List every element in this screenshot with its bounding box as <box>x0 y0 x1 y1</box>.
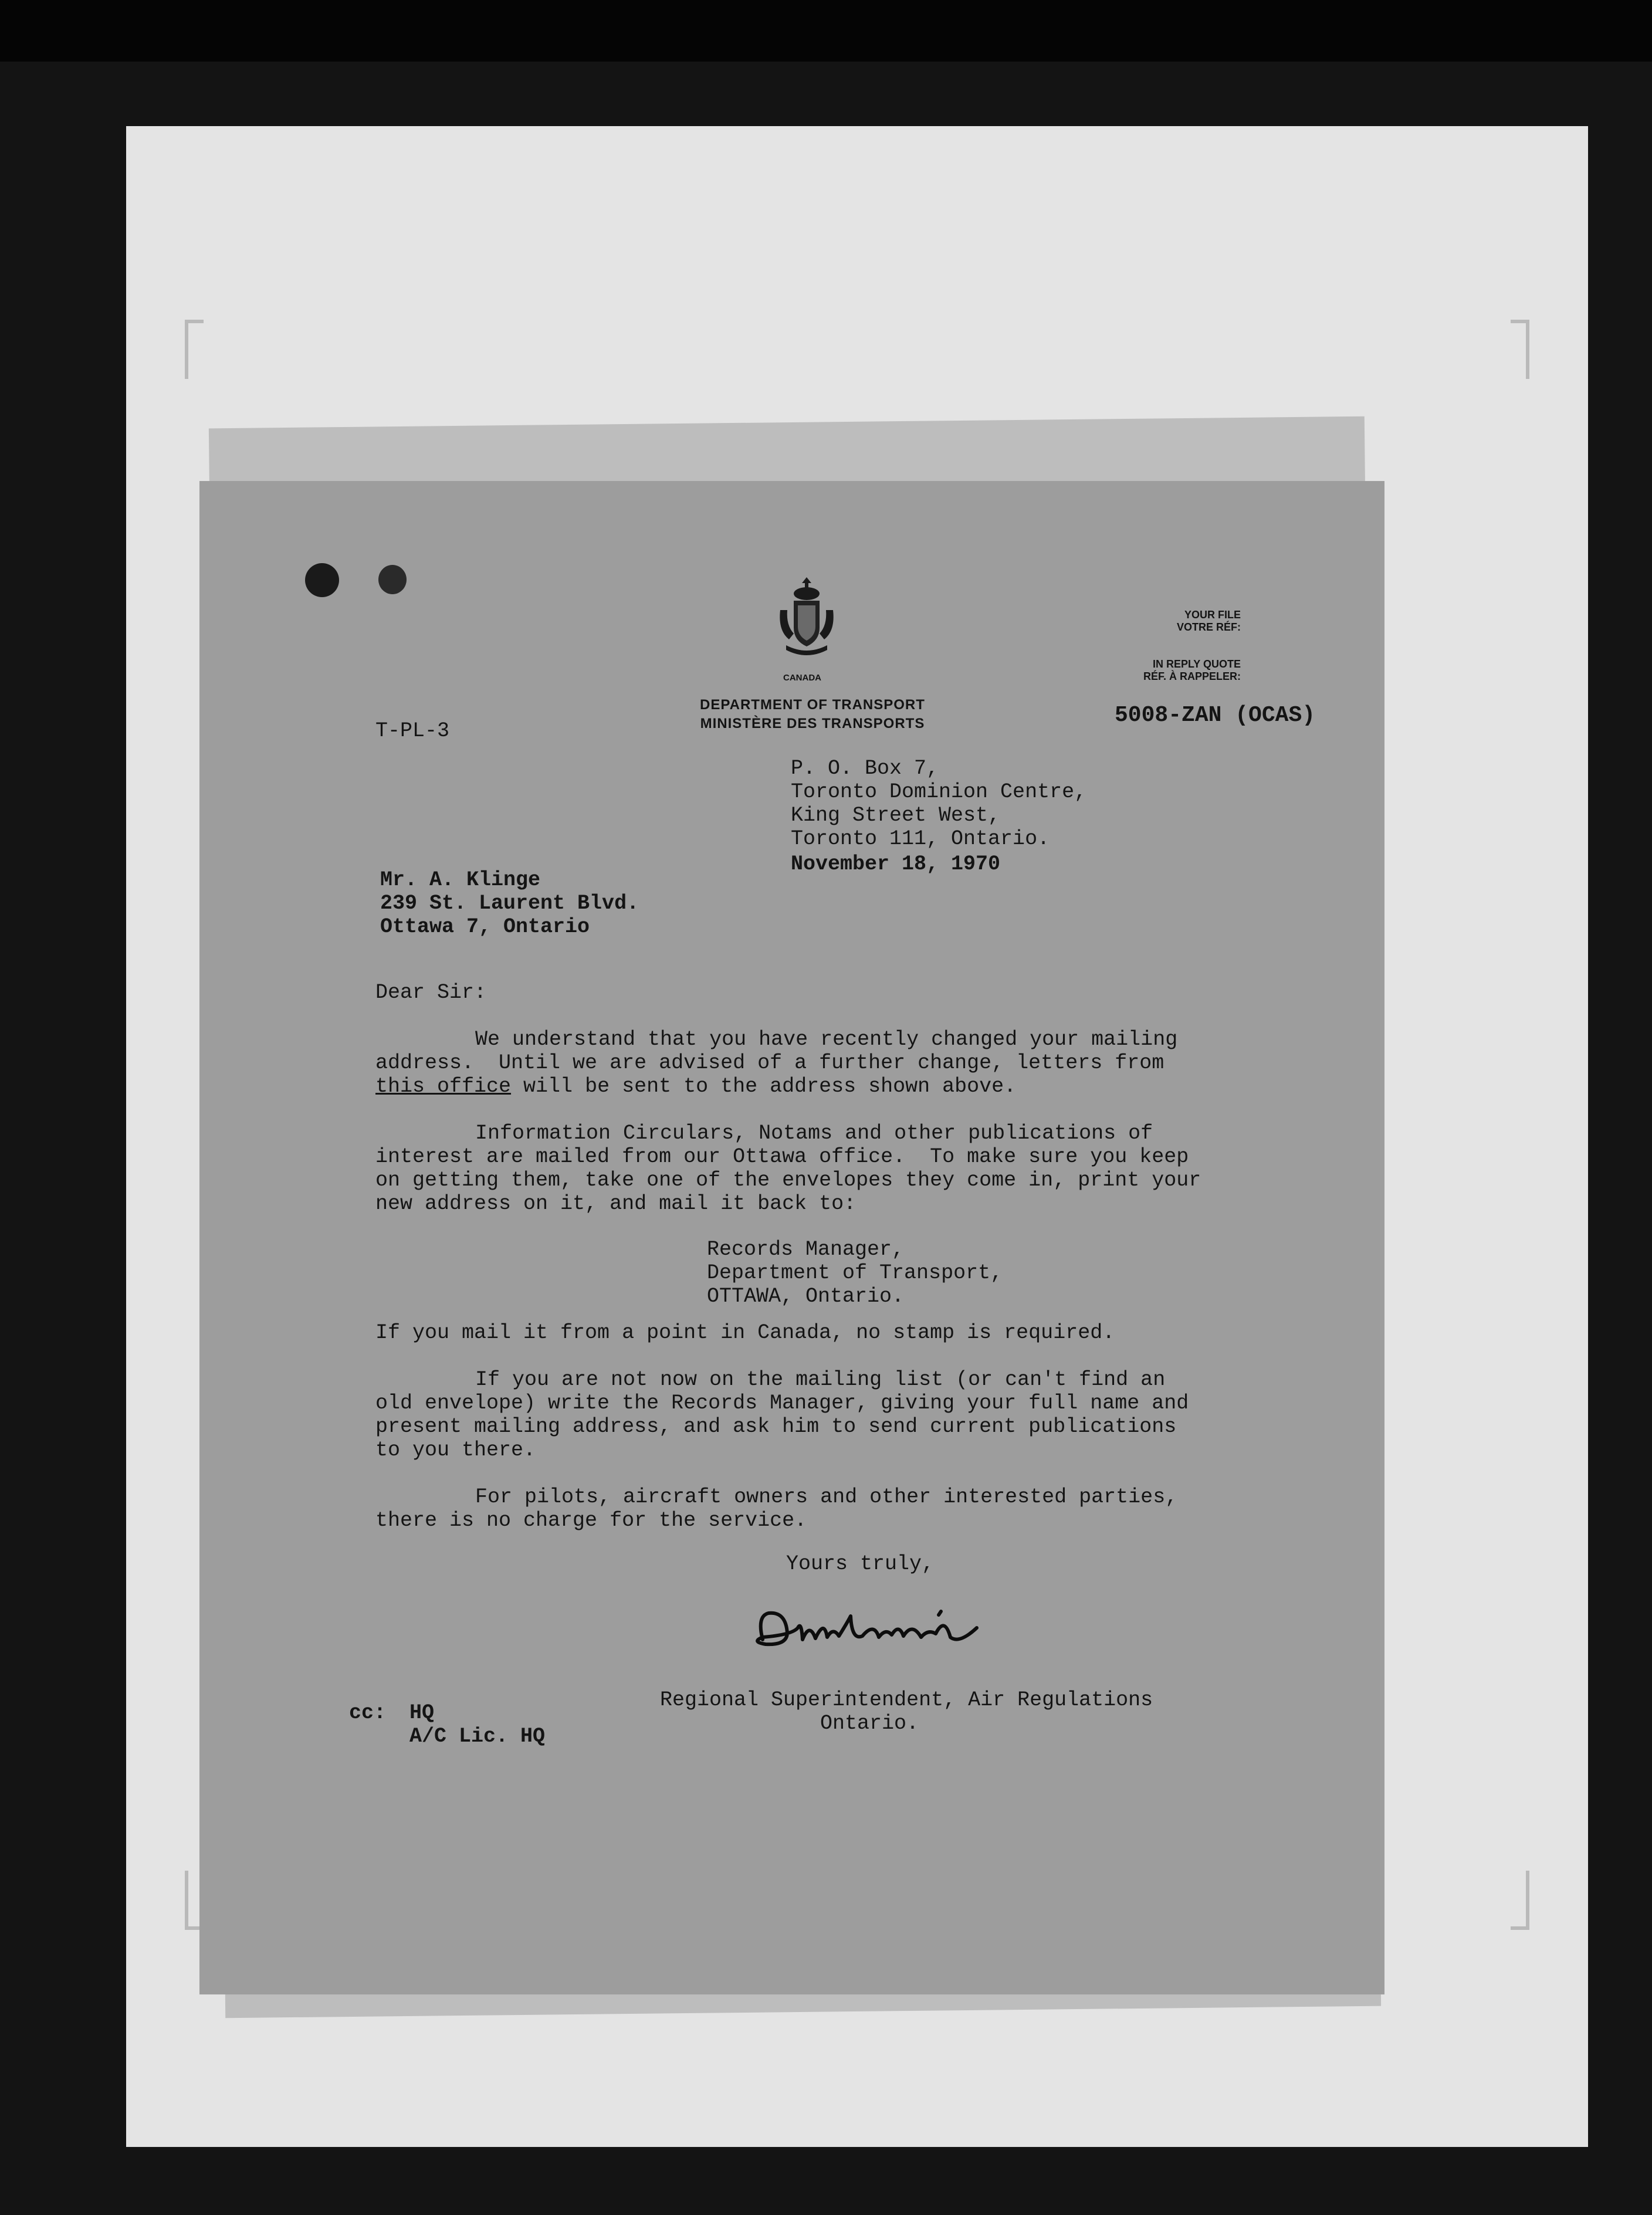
body-line <box>375 1075 1016 1098</box>
closing: Yours truly, <box>786 1552 935 1576</box>
body-line: We understand that you have recently changed your mailing <box>475 1028 1178 1051</box>
punch-hole <box>378 565 407 594</box>
body-line: on getting them, take one of the envelopes they come in, print your <box>375 1169 1201 1192</box>
reply-reference-number: 5008-ZAN (OCAS) <box>1115 703 1316 728</box>
sender-address-line: Toronto Dominion Centre, <box>791 780 1087 804</box>
body-line: new address on it, and mail it back to: <box>375 1192 857 1215</box>
letter-date: November 18, 1970 <box>791 852 1001 876</box>
records-address-line: OTTAWA, Ontario. <box>707 1285 905 1308</box>
recipient-line: Ottawa 7, Ontario <box>380 915 590 939</box>
registration-mark <box>1511 320 1529 379</box>
body-line: to you there. <box>375 1438 536 1462</box>
body-line-rest: will be sent to the address shown above. <box>511 1075 1017 1098</box>
cc-label: cc: <box>349 1701 387 1725</box>
department-name-fr: MINISTÈRE DES TRANSPORTS <box>700 716 925 731</box>
film-top-strip <box>0 0 1652 62</box>
body-line: If you mail it from a point in Canada, no stamp is required. <box>375 1321 1115 1344</box>
punch-hole <box>305 563 339 597</box>
your-file-label: YOUR FILE VOTRE RÉF: <box>1176 609 1241 633</box>
reply-quote-label: IN REPLY QUOTE RÉF. À RAPPELER: <box>1143 658 1241 682</box>
salutation: Dear Sir: <box>375 981 487 1004</box>
records-address-line: Records Manager, <box>707 1238 905 1261</box>
underlined-phrase: this office <box>375 1075 512 1098</box>
signatory-title: Regional Superintendent, Air Regulations <box>660 1688 1153 1712</box>
body-line: Information Circulars, Notams and other publications of <box>475 1122 1153 1145</box>
department-name-en: DEPARTMENT OF TRANSPORT <box>700 697 925 713</box>
records-address-line: Department of Transport, <box>707 1261 1003 1285</box>
cc-line: A/C Lic. HQ <box>409 1725 546 1748</box>
letter-page <box>199 481 1384 1994</box>
sender-address-line: Toronto 111, Ontario. <box>791 827 1050 851</box>
sender-address-line: P. O. Box 7, <box>791 757 939 780</box>
sender-address-line: King Street West, <box>791 804 1001 827</box>
body-line: If you are not now on the mailing list (or can't find an <box>475 1368 1166 1391</box>
signature-image <box>745 1598 991 1657</box>
cc-line: HQ <box>409 1701 435 1725</box>
body-line: interest are mailed from our Ottawa office. To make sure you keep <box>375 1145 1189 1169</box>
body-line: address. Until we are advised of a further change, letters from <box>375 1051 1164 1075</box>
body-line: present mailing address, and ask him to send current publications <box>375 1415 1177 1438</box>
body-line: there is no charge for the service. <box>375 1509 807 1532</box>
recipient-line: Mr. A. Klinge <box>380 868 541 892</box>
body-line: old envelope) write the Records Manager, giving your full name and <box>375 1391 1189 1415</box>
registration-mark <box>1511 1871 1529 1930</box>
form-code: T-PL-3 <box>375 719 450 743</box>
body-line: For pilots, aircraft owners and other interested parties, <box>475 1485 1178 1509</box>
country-label: CANADA <box>783 673 821 683</box>
signatory-region: Ontario. <box>820 1712 919 1735</box>
registration-mark <box>185 320 204 379</box>
canada-coat-of-arms-icon <box>774 575 839 663</box>
recipient-line: 239 St. Laurent Blvd. <box>380 892 639 915</box>
